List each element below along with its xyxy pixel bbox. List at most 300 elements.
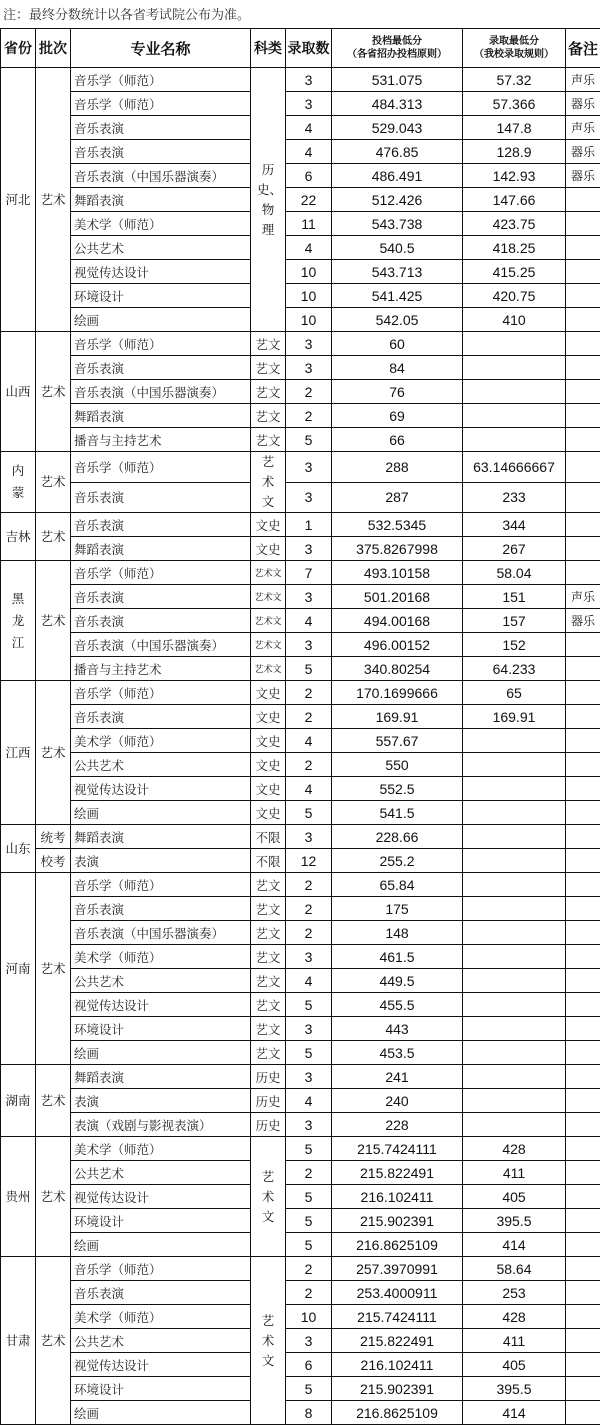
category-cell: 艺术文 <box>251 452 286 513</box>
table-row <box>1 657 600 681</box>
admitted-count-cell: 10 <box>286 260 332 284</box>
file-min-score-cell: 375.8267998 <box>332 537 463 561</box>
table-row <box>1 1377 600 1401</box>
table-row <box>1 68 600 92</box>
major-cell: 视觉传达设计 <box>71 260 251 284</box>
major-cell: 美术学（师范） <box>71 729 251 753</box>
remark-cell <box>566 1353 600 1377</box>
table-row <box>1 482 600 513</box>
admitted-count-cell: 4 <box>286 236 332 260</box>
remark-cell: 声乐 <box>566 116 600 140</box>
admit-min-score-cell <box>463 356 566 380</box>
admit-min-score-cell <box>463 1041 566 1065</box>
major-cell: 音乐学（师范） <box>71 92 251 116</box>
category-cell: 艺术文 <box>251 1137 286 1257</box>
admitted-count-cell: 4 <box>286 116 332 140</box>
table-row <box>1 609 600 633</box>
file-min-score-cell: 84 <box>332 356 463 380</box>
file-min-score-cell: 215.902391 <box>332 1209 463 1233</box>
remark-cell <box>566 633 600 657</box>
admit-min-score-cell: 57.366 <box>463 92 566 116</box>
footnote: 注：最终分数统计以各省考试院公布为准。 <box>3 4 250 23</box>
remark-cell <box>566 188 600 212</box>
admitted-count-cell: 2 <box>286 380 332 404</box>
admit-min-score-cell <box>463 1113 566 1137</box>
remark-cell <box>566 1401 600 1425</box>
remark-cell: 器乐 <box>566 140 600 164</box>
admitted-count-cell: 5 <box>286 993 332 1017</box>
file-min-score-cell: 543.713 <box>332 260 463 284</box>
admitted-count-cell: 2 <box>286 1281 332 1305</box>
category-cell: 艺文 <box>251 380 286 404</box>
remark-cell <box>566 260 600 284</box>
admitted-count-cell: 3 <box>286 68 332 92</box>
table-row <box>1 729 600 753</box>
table-row <box>1 921 600 945</box>
table-row <box>1 1161 600 1185</box>
admit-min-score-cell: 253 <box>463 1281 566 1305</box>
admit-min-score-cell <box>463 1065 566 1089</box>
category-cell: 不限 <box>251 825 286 849</box>
table-row <box>1 1185 600 1209</box>
file-min-score-cell: 540.5 <box>332 236 463 260</box>
admitted-count-cell: 2 <box>286 705 332 729</box>
file-min-score-cell: 557.67 <box>332 729 463 753</box>
file-min-score-cell: 228.66 <box>332 825 463 849</box>
admitted-count-cell: 3 <box>286 537 332 561</box>
table-row <box>1 1401 600 1425</box>
admitted-count-cell: 4 <box>286 729 332 753</box>
major-cell: 美术学（师范） <box>71 1137 251 1161</box>
table-row <box>1 1137 600 1161</box>
major-cell: 音乐学（师范） <box>71 681 251 705</box>
admission-score-table <box>0 28 600 1425</box>
admitted-count-cell: 7 <box>286 561 332 585</box>
file-min-score-cell: 255.2 <box>332 849 463 873</box>
remark-cell <box>566 1137 600 1161</box>
header-file-min-title: 投档最低分 <box>332 35 462 48</box>
admit-min-score-cell <box>463 873 566 897</box>
admit-min-score-cell: 65 <box>463 681 566 705</box>
admitted-count-cell: 2 <box>286 404 332 428</box>
batch-cell: 艺术 <box>36 561 71 681</box>
admitted-count-cell: 2 <box>286 681 332 705</box>
admitted-count-cell: 3 <box>286 332 332 356</box>
remark-cell <box>566 404 600 428</box>
remark-cell <box>566 513 600 537</box>
admitted-count-cell: 5 <box>286 1233 332 1257</box>
table-row <box>1 1353 600 1377</box>
admit-min-score-cell <box>463 753 566 777</box>
admit-min-score-cell: 405 <box>463 1353 566 1377</box>
table-row <box>1 164 600 188</box>
admit-min-score-cell <box>463 777 566 801</box>
major-cell: 音乐表演（中国乐器演奏） <box>71 921 251 945</box>
remark-cell <box>566 801 600 825</box>
remark-cell <box>566 993 600 1017</box>
major-cell: 公共艺术 <box>71 753 251 777</box>
major-cell: 舞蹈表演 <box>71 1065 251 1089</box>
admitted-count-cell: 4 <box>286 969 332 993</box>
table-row <box>1 825 600 849</box>
file-min-score-cell: 529.043 <box>332 116 463 140</box>
table-row <box>1 452 600 483</box>
admit-min-score-cell: 418.25 <box>463 236 566 260</box>
admitted-count-cell: 3 <box>286 452 332 483</box>
remark-cell <box>566 897 600 921</box>
admitted-count-cell: 10 <box>286 1305 332 1329</box>
remark-cell <box>566 825 600 849</box>
major-cell: 音乐表演 <box>71 482 251 513</box>
remark-cell: 器乐 <box>566 164 600 188</box>
remark-cell <box>566 1113 600 1137</box>
remark-cell: 声乐 <box>566 68 600 92</box>
category-cell: 文史 <box>251 513 286 537</box>
admit-min-score-cell <box>463 945 566 969</box>
admitted-count-cell: 8 <box>286 1401 332 1425</box>
table-row <box>1 308 600 332</box>
table-row <box>1 284 600 308</box>
category-cell: 艺文 <box>251 993 286 1017</box>
table-row <box>1 1305 600 1329</box>
header-batch: 批次 <box>36 29 71 68</box>
batch-cell: 艺术 <box>36 1257 71 1425</box>
admitted-count-cell: 3 <box>286 92 332 116</box>
major-cell: 环境设计 <box>71 1377 251 1401</box>
file-min-score-cell: 253.4000911 <box>332 1281 463 1305</box>
major-cell: 音乐学（师范） <box>71 561 251 585</box>
batch-cell: 艺术 <box>36 873 71 1065</box>
remark-cell <box>566 849 600 873</box>
admit-min-score-cell <box>463 993 566 1017</box>
admitted-count-cell: 1 <box>286 513 332 537</box>
category-cell: 艺术文 <box>251 585 286 609</box>
major-cell: 环境设计 <box>71 1209 251 1233</box>
table-row <box>1 140 600 164</box>
admitted-count-cell: 3 <box>286 356 332 380</box>
category-cell: 文史 <box>251 777 286 801</box>
table-row <box>1 332 600 356</box>
remark-cell <box>566 1041 600 1065</box>
header-major: 专业名称 <box>71 29 251 68</box>
batch-cell: 艺术 <box>36 681 71 825</box>
category-cell: 艺术文 <box>251 657 286 681</box>
admit-min-score-cell <box>463 1017 566 1041</box>
batch-cell: 统考 <box>36 825 71 849</box>
remark-cell <box>566 705 600 729</box>
category-cell: 艺文 <box>251 428 286 452</box>
table-row <box>1 633 600 657</box>
file-min-score-cell: 240 <box>332 1089 463 1113</box>
major-cell: 表演（戏剧与影视表演） <box>71 1113 251 1137</box>
file-min-score-cell: 241 <box>332 1065 463 1089</box>
remark-cell <box>566 236 600 260</box>
table-row <box>1 1065 600 1089</box>
batch-cell: 艺术 <box>36 332 71 452</box>
admit-min-score-cell: 405 <box>463 1185 566 1209</box>
batch-cell: 艺术 <box>36 1137 71 1257</box>
admitted-count-cell: 2 <box>286 1161 332 1185</box>
remark-cell: 器乐 <box>566 609 600 633</box>
category-cell: 不限 <box>251 849 286 873</box>
header-admit-min-sub: （我校录取规则） <box>463 48 565 61</box>
category-cell: 艺文 <box>251 356 286 380</box>
table-row <box>1 705 600 729</box>
remark-cell <box>566 1257 600 1281</box>
admit-min-score-cell: 157 <box>463 609 566 633</box>
file-min-score-cell: 216.102411 <box>332 1185 463 1209</box>
category-cell: 艺术文 <box>251 1257 286 1425</box>
admitted-count-cell: 4 <box>286 1089 332 1113</box>
file-min-score-cell: 501.20168 <box>332 585 463 609</box>
admitted-count-cell: 3 <box>286 1113 332 1137</box>
major-cell: 音乐表演 <box>71 513 251 537</box>
major-cell: 绘画 <box>71 1233 251 1257</box>
file-min-score-cell: 453.5 <box>332 1041 463 1065</box>
admit-min-score-cell: 147.66 <box>463 188 566 212</box>
admitted-count-cell: 3 <box>286 825 332 849</box>
major-cell: 舞蹈表演 <box>71 537 251 561</box>
major-cell: 美术学（师范） <box>71 212 251 236</box>
major-cell: 播音与主持艺术 <box>71 657 251 681</box>
admit-min-score-cell: 428 <box>463 1137 566 1161</box>
category-cell: 文史 <box>251 801 286 825</box>
admitted-count-cell: 4 <box>286 140 332 164</box>
major-cell: 公共艺术 <box>71 969 251 993</box>
category-cell: 历史、物理 <box>251 68 286 332</box>
table-row <box>1 1257 600 1281</box>
major-cell: 音乐表演 <box>71 897 251 921</box>
category-cell: 历史 <box>251 1113 286 1137</box>
admit-min-score-cell: 428 <box>463 1305 566 1329</box>
file-min-score-cell: 486.491 <box>332 164 463 188</box>
batch-cell: 艺术 <box>36 513 71 561</box>
major-cell: 音乐学（师范） <box>71 873 251 897</box>
table-row <box>1 993 600 1017</box>
table-row <box>1 428 600 452</box>
major-cell: 音乐表演 <box>71 140 251 164</box>
file-min-score-cell: 541.425 <box>332 284 463 308</box>
province-cell: 山西 <box>1 332 36 452</box>
major-cell: 播音与主持艺术 <box>71 428 251 452</box>
table-row <box>1 1281 600 1305</box>
admit-min-score-cell: 414 <box>463 1233 566 1257</box>
table-row <box>1 404 600 428</box>
category-cell: 文史 <box>251 705 286 729</box>
admit-min-score-cell: 414 <box>463 1401 566 1425</box>
table-row <box>1 236 600 260</box>
admitted-count-cell: 5 <box>286 657 332 681</box>
table-row <box>1 777 600 801</box>
batch-cell: 艺术 <box>36 452 71 513</box>
header-province: 省份 <box>1 29 36 68</box>
file-min-score-cell: 455.5 <box>332 993 463 1017</box>
header-admit-min <box>463 29 566 68</box>
category-cell: 文史 <box>251 729 286 753</box>
file-min-score-cell: 169.91 <box>332 705 463 729</box>
category-cell: 艺文 <box>251 404 286 428</box>
admitted-count-cell: 6 <box>286 164 332 188</box>
table-row <box>1 1329 600 1353</box>
remark-cell <box>566 1161 600 1185</box>
table-row <box>1 380 600 404</box>
admit-min-score-cell <box>463 428 566 452</box>
category-cell: 艺文 <box>251 945 286 969</box>
remark-cell <box>566 969 600 993</box>
file-min-score-cell: 148 <box>332 921 463 945</box>
admitted-count-cell: 2 <box>286 753 332 777</box>
admit-min-score-cell: 423.75 <box>463 212 566 236</box>
batch-cell: 艺术 <box>36 68 71 332</box>
major-cell: 视觉传达设计 <box>71 993 251 1017</box>
table-row <box>1 561 600 585</box>
table-row <box>1 681 600 705</box>
admitted-count-cell: 3 <box>286 633 332 657</box>
major-cell: 环境设计 <box>71 1017 251 1041</box>
remark-cell <box>566 921 600 945</box>
major-cell: 音乐表演（中国乐器演奏） <box>71 633 251 657</box>
province-cell: 黑龙江 <box>1 561 36 681</box>
file-min-score-cell: 215.822491 <box>332 1161 463 1185</box>
table-row <box>1 116 600 140</box>
major-cell: 舞蹈表演 <box>71 825 251 849</box>
admit-min-score-cell <box>463 969 566 993</box>
admitted-count-cell: 3 <box>286 1065 332 1089</box>
major-cell: 美术学（师范） <box>71 945 251 969</box>
remark-cell <box>566 657 600 681</box>
table-row <box>1 897 600 921</box>
admit-min-score-cell: 142.93 <box>463 164 566 188</box>
major-cell: 音乐表演（中国乐器演奏） <box>71 380 251 404</box>
admit-min-score-cell: 63.14666667 <box>463 452 566 483</box>
admit-min-score-cell: 344 <box>463 513 566 537</box>
table-row <box>1 513 600 537</box>
category-cell: 艺术文 <box>251 633 286 657</box>
category-cell: 艺文 <box>251 1017 286 1041</box>
table-row <box>1 356 600 380</box>
file-min-score-cell: 552.5 <box>332 777 463 801</box>
province-cell: 山东 <box>1 825 36 873</box>
remark-cell <box>566 1185 600 1209</box>
admit-min-score-cell: 410 <box>463 308 566 332</box>
batch-cell: 校考 <box>36 849 71 873</box>
table-row <box>1 92 600 116</box>
major-cell: 公共艺术 <box>71 236 251 260</box>
admit-min-score-cell: 57.32 <box>463 68 566 92</box>
major-cell: 绘画 <box>71 1401 251 1425</box>
remark-cell <box>566 428 600 452</box>
header-category: 科类 <box>251 29 286 68</box>
admitted-count-cell: 2 <box>286 873 332 897</box>
major-cell: 音乐表演 <box>71 356 251 380</box>
remark-cell <box>566 753 600 777</box>
major-cell: 美术学（师范） <box>71 1305 251 1329</box>
admitted-count-cell: 5 <box>286 1185 332 1209</box>
remark-cell <box>566 1281 600 1305</box>
admitted-count-cell: 10 <box>286 308 332 332</box>
major-cell: 绘画 <box>71 801 251 825</box>
file-min-score-cell: 216.8625109 <box>332 1401 463 1425</box>
admit-min-score-cell: 415.25 <box>463 260 566 284</box>
major-cell: 音乐学（师范） <box>71 332 251 356</box>
remark-cell: 器乐 <box>566 92 600 116</box>
category-cell: 艺术文 <box>251 561 286 585</box>
admitted-count-cell: 5 <box>286 1041 332 1065</box>
remark-cell <box>566 1017 600 1041</box>
admitted-count-cell: 2 <box>286 921 332 945</box>
table-row <box>1 585 600 609</box>
file-min-score-cell: 228 <box>332 1113 463 1137</box>
category-cell: 艺文 <box>251 921 286 945</box>
file-min-score-cell: 443 <box>332 1017 463 1041</box>
category-cell: 历史 <box>251 1089 286 1113</box>
file-min-score-cell: 170.1699666 <box>332 681 463 705</box>
category-cell: 艺文 <box>251 1041 286 1065</box>
file-min-score-cell: 215.822491 <box>332 1329 463 1353</box>
admit-min-score-cell: 152 <box>463 633 566 657</box>
major-cell: 音乐表演（中国乐器演奏） <box>71 164 251 188</box>
remark-cell <box>566 945 600 969</box>
remark-cell <box>566 332 600 356</box>
header-file-min-sub: （各省招办投档原则） <box>332 48 462 61</box>
file-min-score-cell: 215.7424111 <box>332 1137 463 1161</box>
admitted-count-cell: 5 <box>286 1137 332 1161</box>
category-cell: 艺文 <box>251 332 286 356</box>
table-row <box>1 212 600 236</box>
remark-cell <box>566 1065 600 1089</box>
major-cell: 音乐表演 <box>71 116 251 140</box>
admit-min-score-cell <box>463 825 566 849</box>
header-admitted: 录取数 <box>286 29 332 68</box>
remark-cell <box>566 482 600 513</box>
category-cell: 文史 <box>251 753 286 777</box>
admitted-count-cell: 3 <box>286 1329 332 1353</box>
major-cell: 舞蹈表演 <box>71 404 251 428</box>
admitted-count-cell: 11 <box>286 212 332 236</box>
major-cell: 音乐表演 <box>71 1281 251 1305</box>
table-row <box>1 1233 600 1257</box>
admitted-count-cell: 3 <box>286 1017 332 1041</box>
admit-min-score-cell: 267 <box>463 537 566 561</box>
table-row <box>1 849 600 873</box>
admitted-count-cell: 5 <box>286 1209 332 1233</box>
category-cell: 艺文 <box>251 873 286 897</box>
major-cell: 公共艺术 <box>71 1329 251 1353</box>
file-min-score-cell: 257.3970991 <box>332 1257 463 1281</box>
province-cell: 河北 <box>1 68 36 332</box>
file-min-score-cell: 494.00168 <box>332 609 463 633</box>
file-min-score-cell: 543.738 <box>332 212 463 236</box>
admitted-count-cell: 6 <box>286 1353 332 1377</box>
category-cell: 艺术文 <box>251 609 286 633</box>
table-row <box>1 969 600 993</box>
table-row <box>1 1017 600 1041</box>
file-min-score-cell: 542.05 <box>332 308 463 332</box>
admitted-count-cell: 22 <box>286 188 332 212</box>
admitted-count-cell: 5 <box>286 1377 332 1401</box>
admit-min-score-cell <box>463 380 566 404</box>
table-row <box>1 188 600 212</box>
remark-cell <box>566 873 600 897</box>
file-min-score-cell: 461.5 <box>332 945 463 969</box>
table-row <box>1 801 600 825</box>
remark-cell: 声乐 <box>566 585 600 609</box>
admit-min-score-cell: 128.9 <box>463 140 566 164</box>
province-cell: 内蒙 <box>1 452 36 513</box>
table-row <box>1 945 600 969</box>
admit-min-score-cell <box>463 921 566 945</box>
province-cell: 甘肃 <box>1 1257 36 1425</box>
